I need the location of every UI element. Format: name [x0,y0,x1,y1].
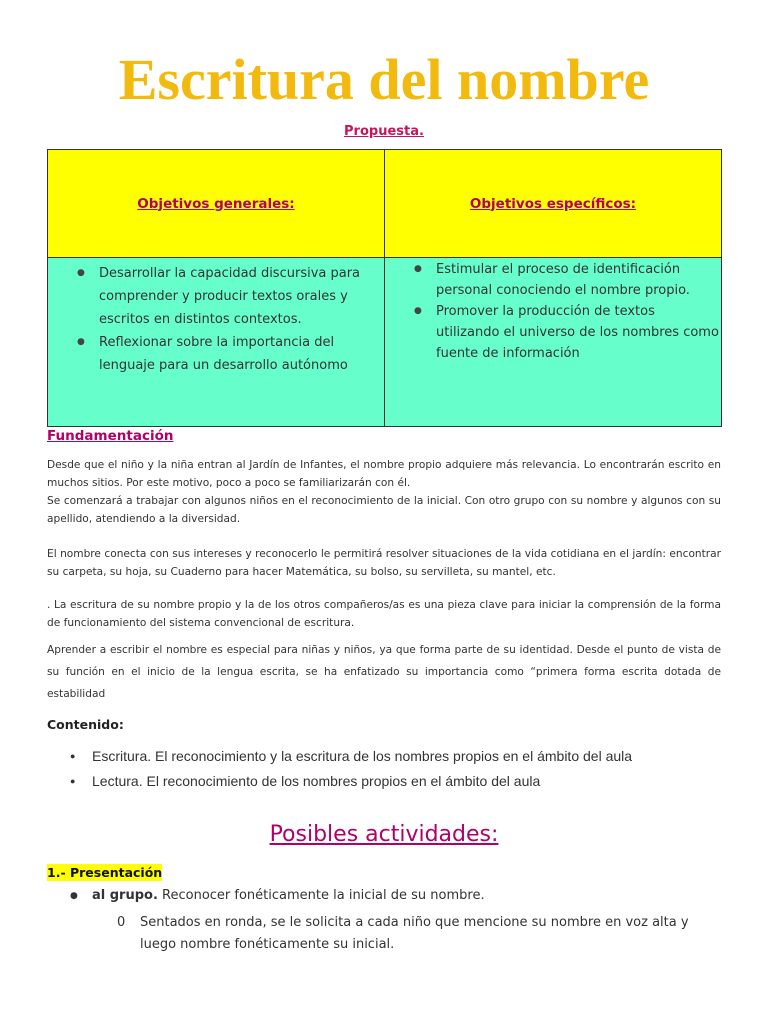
list-item: ● Estimular el proceso de identificación personal conociendo el nombre propio. [436,259,720,301]
paragraph [47,456,721,528]
general-objectives-title: Objetivos generales: [137,195,295,212]
objectives-table [47,149,722,427]
contenido-list [0,744,632,794]
sub-item-marker: 0 [117,915,126,930]
paragraph: Aprender a escribir el nombre es especial para niñas y niños, ya que forma parte de su identidad. Desde el punto de vista de su función en el inicio de la lengua escrita, se ha enfatizado su importancia como “primera forma escrita dotada de estabilidad [47,644,721,700]
actividades-heading: Posibles actividades: [269,822,499,847]
specific-objectives-list [386,259,720,364]
sub-item [117,912,722,956]
paragraph: . La escritura de su nombre propio y la de los otros compañeros/as es una pieza clave para iniciar la comprensión de la forma de funcionamiento del sistema convencional de escritura. [47,599,721,629]
grupo-text: Reconocer fonéticamente la inicial de su nombre. [157,888,485,903]
paragraph-text: Desde que el niño y la niña entran al Jardín de Infantes, el nombre propio adquiere más relevancia. Lo encontrarán escrito en muchos sitios. Por este motivo, poco a poco se familiarizarán con él. [47,459,721,489]
specific-objectives-title: Objetivos específicos: [469,195,637,212]
document-title: Escritura del nombre [118,47,650,112]
paragraph-text: Se comenzará a trabajar con algunos niños en el reconocimiento de la inicial. Con otro grupo con su nombre y algunos con su apellido, atendiendo a la diversidad. [47,495,721,525]
specific-objectives-header [385,150,722,258]
fundamentacion-heading: Fundamentación [47,428,174,444]
general-objectives-list [49,262,383,377]
list-item: ● Promover la producción de textos utilizando el universo de los nombres como fuente de información [436,301,720,364]
list-item: ● Escritura. El reconocimiento y la escritura de los nombres propios en el ámbito del aula [0,744,632,769]
contenido-heading: Contenido: [47,717,124,732]
propuesta-heading: Propuesta. [344,124,424,139]
grupo-item [70,888,485,903]
list-item: ● Desarrollar la capacidad discursiva para comprender y producir textos orales y escritos en distintos contextos. [99,262,383,331]
general-objectives-cell [48,258,385,427]
presentacion-label: 1.- Presentación [47,865,163,880]
grupo-label: al grupo. [92,888,158,903]
list-item: ● Lectura. El reconocimiento de los nombres propios en el ámbito del aula [0,769,632,794]
specific-objectives-cell [385,258,722,427]
list-item: ● Reflexionar sobre la importancia del lenguaje para un desarrollo autónomo [99,331,383,377]
sub-item-text: Sentados en ronda, se le solicita a cada niño que mencione su nombre en voz alta y luego nombre fonéticamente su inicial. [140,915,689,952]
general-objectives-header [48,150,385,258]
paragraph: El nombre conecta con sus intereses y reconocerlo le permitirá resolver situaciones de la vida cotidiana en el jardín: encontrar su carpeta, su hoja, su Cuaderno para hacer Matemática, su bolso, su servilleta, su mantel, etc. [47,548,721,578]
